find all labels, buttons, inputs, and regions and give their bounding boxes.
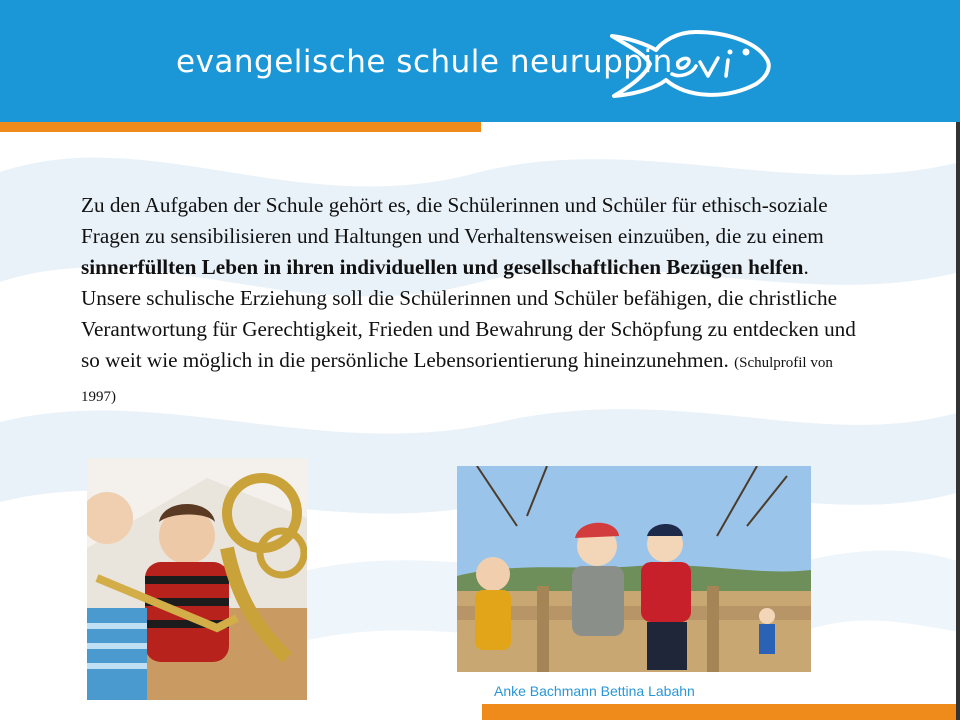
school-name: evangelische schule neuruppin [176, 44, 673, 80]
profile-text-main: . Unsere schulische Erziehung soll die Schülerinnen und Schüler befähigen, die christliche Verantwortung für Gerechtigkeit, Frieden und Bewahrung der Schöpfung zu entdecken und so weit wie möglich in die persönliche Lebensorientierung hineinzunehmen. [81, 255, 856, 372]
photo-brass-students [87, 458, 307, 700]
fish-logo-icon [606, 28, 776, 104]
slide-edge-border [956, 122, 960, 720]
school-profile-text [81, 190, 871, 413]
profile-source-citation: (Schulprofil von 1997) [81, 355, 833, 405]
photo-credit: Anke Bachmann Bettina Labahn [494, 683, 695, 699]
header-banner [0, 0, 960, 122]
profile-text-intro: Zu den Aufgaben der Schule gehört es, die Schülerinnen und Schüler für ethisch-soziale Fragen zu sensibilisieren und Haltungen und Verhaltensweisen einzuüben, die zu einem [81, 193, 828, 248]
profile-text-emphasis: sinnerfüllten Leben in ihren individuellen und gesellschaftlichen Bezügen helfen [81, 255, 804, 279]
footer-accent-bar [482, 704, 960, 720]
photo-playground-children [457, 466, 811, 672]
header-accent-bar [0, 122, 481, 132]
